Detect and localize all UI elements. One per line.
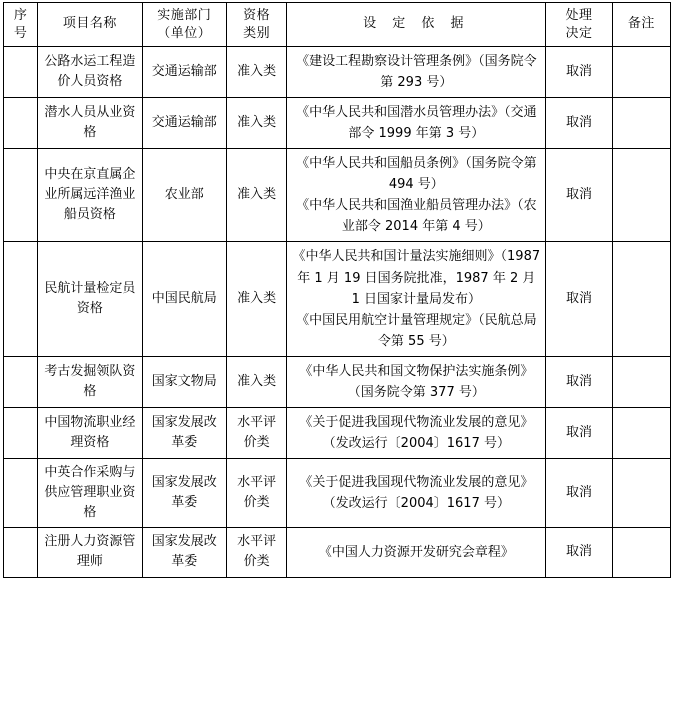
cell-department: 国家文物局 (142, 356, 226, 407)
cell-seq (4, 242, 38, 356)
table-row (4, 528, 671, 577)
column-header-type (226, 3, 286, 47)
cell-basis-line: 《建设工程勘察设计管理条例》（国务院令第 293 号） (296, 54, 537, 91)
column-header-name (38, 3, 142, 47)
cell-remark (612, 528, 670, 577)
column-header-decision-line1: 处理 (565, 8, 593, 23)
cell-project-name: 中央在京直属企业所属远洋渔业船员资格 (38, 149, 142, 242)
column-header-dept-line2: （单位） (157, 25, 212, 41)
cell-department: 国家发展改革委 (142, 407, 226, 458)
cell-basis-line: 《中华人民共和国渔业船员管理办法》（农业部令 2014 年第 4 号） (296, 198, 537, 235)
cell-department: 国家发展改革委 (142, 528, 226, 577)
cell-basis (287, 407, 546, 458)
table-row (4, 149, 671, 242)
cell-basis (287, 242, 546, 356)
cell-project-name: 考古发掘领队资格 (38, 356, 142, 407)
cell-decision: 取消 (546, 149, 612, 242)
cell-remark (612, 98, 670, 149)
cell-category: 水平评价类 (226, 528, 286, 577)
cell-seq (4, 47, 38, 98)
cell-remark (612, 356, 670, 407)
table-row (4, 47, 671, 98)
column-header-basis-line1: 设 定 依 据 (363, 16, 470, 32)
cell-category: 准入类 (226, 47, 286, 98)
cell-basis (287, 356, 546, 407)
column-header-seq-line2: 号 (13, 25, 28, 41)
cell-basis-line: 《中华人民共和国文物保护法实施条例》（国务院令第 377 号） (299, 363, 534, 400)
cell-basis-line: 《中国民用航空计量管理规定》（民航总局令第 55 号） (296, 312, 537, 349)
cell-seq (4, 458, 38, 527)
cell-decision: 取消 (546, 47, 612, 98)
cell-category: 准入类 (226, 242, 286, 356)
cell-project-name: 民航计量检定员资格 (38, 242, 142, 356)
cell-project-name: 公路水运工程造价人员资格 (38, 47, 142, 98)
cell-category: 准入类 (226, 98, 286, 149)
cell-seq (4, 98, 38, 149)
cell-seq (4, 528, 38, 577)
cell-basis-line: 《中国人力资源开发研究会章程》 (318, 544, 514, 560)
cell-department: 交通运输部 (142, 98, 226, 149)
cell-decision: 取消 (546, 407, 612, 458)
cell-project-name: 中英合作采购与供应管理职业资格 (38, 458, 142, 527)
table-row (4, 242, 671, 356)
column-header-dept-line1: 实施部门 (157, 8, 212, 23)
cell-basis-line: 《中华人民共和国船员条例》（国务院令第 494 号） (296, 156, 537, 193)
cell-remark (612, 242, 670, 356)
cell-basis-line: 《中华人民共和国计量法实施细则》（1987 年 1 月 19 日国务院批准，1987 年 2 月 1 日国家计量局发布） (292, 249, 541, 307)
column-header-basis (287, 3, 546, 47)
occupational-qualification-table (3, 2, 671, 578)
table-row (4, 356, 671, 407)
column-header-type-line2: 类别 (243, 25, 271, 41)
cell-department: 交通运输部 (142, 47, 226, 98)
cell-basis (287, 149, 546, 242)
table-row (4, 458, 671, 527)
cell-remark (612, 47, 670, 98)
cell-decision: 取消 (546, 356, 612, 407)
cell-project-name: 注册人力资源管理师 (38, 528, 142, 577)
cell-decision: 取消 (546, 242, 612, 356)
table-row (4, 407, 671, 458)
cell-project-name: 潜水人员从业资格 (38, 98, 142, 149)
column-header-decision-line2: 决定 (565, 25, 593, 41)
cell-category: 水平评价类 (226, 407, 286, 458)
cell-basis (287, 528, 546, 577)
table-body (4, 47, 671, 578)
cell-basis-line: 《中华人民共和国潜水员管理办法》（交通部令 1999 年第 3 号） (296, 105, 537, 142)
column-header-decision (546, 3, 612, 47)
cell-decision: 取消 (546, 98, 612, 149)
cell-basis (287, 458, 546, 527)
table-header-row (4, 3, 671, 47)
cell-seq (4, 356, 38, 407)
cell-department: 农业部 (142, 149, 226, 242)
column-header-remark (612, 3, 670, 47)
column-header-dept (142, 3, 226, 47)
cell-seq (4, 407, 38, 458)
cell-project-name: 中国物流职业经理资格 (38, 407, 142, 458)
cell-remark (612, 458, 670, 527)
column-header-name-line1: 项目名称 (62, 16, 117, 32)
cell-basis (287, 98, 546, 149)
cell-remark (612, 149, 670, 242)
cell-department: 中国民航局 (142, 242, 226, 356)
cell-category: 水平评价类 (226, 458, 286, 527)
cell-seq (4, 149, 38, 242)
cell-basis (287, 47, 546, 98)
cell-basis-line: 《关于促进我国现代物流业发展的意见》（发改运行〔2004〕1617 号） (299, 475, 534, 512)
column-header-remark-line1: 备注 (627, 16, 655, 32)
column-header-type-line1: 资格 (243, 8, 271, 23)
column-header-seq-line1: 序 (13, 8, 28, 23)
cell-remark (612, 407, 670, 458)
cell-decision: 取消 (546, 528, 612, 577)
cell-department: 国家发展改革委 (142, 458, 226, 527)
table-row (4, 98, 671, 149)
column-header-seq (4, 3, 38, 47)
table-header (4, 3, 671, 47)
cell-category: 准入类 (226, 356, 286, 407)
cell-decision: 取消 (546, 458, 612, 527)
cell-category: 准入类 (226, 149, 286, 242)
cell-basis-line: 《关于促进我国现代物流业发展的意见》（发改运行〔2004〕1617 号） (299, 414, 534, 451)
